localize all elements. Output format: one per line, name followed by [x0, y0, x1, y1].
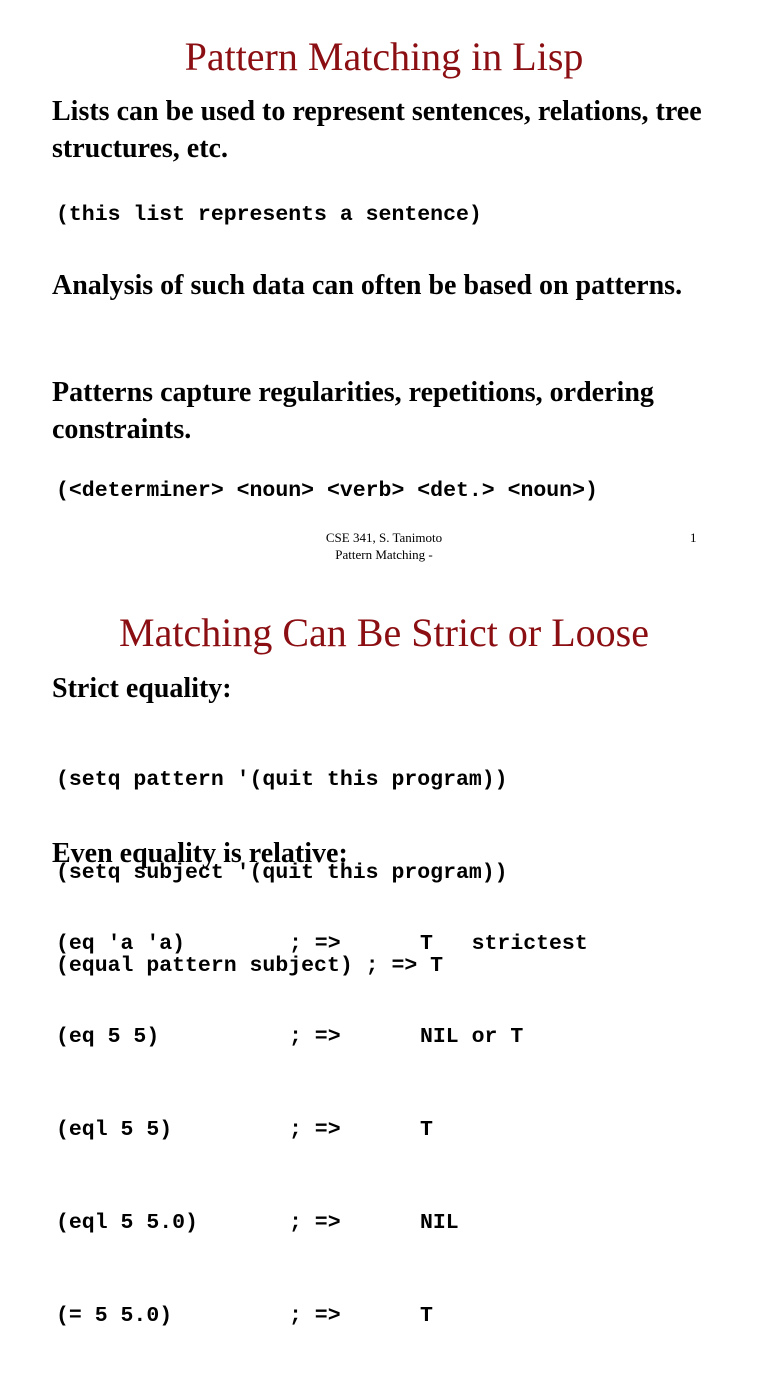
code-expr: (eql 5 5) [56, 1118, 173, 1142]
code-line [56, 1208, 716, 1239]
footer-topic: Pattern Matching - [335, 547, 433, 562]
heading-strict-equality: Strict equality: [52, 673, 232, 704]
paragraph-patterns: Patterns capture regularities, repetitions, ordering constraints. [52, 377, 654, 445]
code-example-sentence: (this list represents a sentence) [56, 203, 482, 227]
code-result: T [420, 1118, 433, 1142]
slide-1-title: Pattern Matching in Lisp [184, 34, 584, 79]
slide-1 [0, 0, 768, 585]
code-expr: (eq 5 5) [56, 1025, 160, 1049]
page-number: 1 [690, 530, 697, 545]
code-line: (setq pattern '(quit this program)) [56, 768, 508, 792]
code-block-relative [56, 867, 716, 1394]
code-arrow: ; => [289, 1304, 341, 1328]
slide-2 [0, 585, 768, 1328]
code-line [56, 1115, 716, 1146]
footer-course: CSE 341, S. Tanimoto [325, 530, 443, 545]
code-expr: (eql 5 5.0) [56, 1211, 198, 1235]
code-arrow: ; => [289, 1118, 341, 1142]
code-expr: (eq 'a 'a) [56, 932, 186, 956]
code-line: (setq subject '(quit this program)) [56, 861, 508, 885]
code-line [56, 929, 716, 960]
code-line [56, 1301, 716, 1332]
code-result: NIL [420, 1211, 459, 1235]
code-arrow: ; => [289, 932, 341, 956]
paragraph-lists: Lists can be used to represent sentences, relations, tree structures, etc. [52, 96, 702, 164]
code-arrow: ; => [289, 1025, 341, 1049]
slide-2-title: Matching Can Be Strict or Loose [119, 610, 649, 655]
code-arrow: ; => [289, 1211, 341, 1235]
code-line: (equal pattern subject) ; => T [56, 954, 444, 978]
code-line [56, 1022, 716, 1053]
code-expr: (= 5 5.0) [56, 1304, 173, 1328]
paragraph-analysis: Analysis of such data can often be based on patterns. [52, 270, 683, 301]
code-result: T strictest [420, 932, 588, 956]
heading-relative-equality: Even equality is relative: [52, 838, 348, 869]
code-result: NIL or T [420, 1025, 524, 1049]
code-example-pattern: (<determiner> <noun> <verb> <det.> <noun>) [56, 479, 598, 503]
slide-footer [284, 529, 484, 563]
code-result: T [420, 1304, 433, 1328]
